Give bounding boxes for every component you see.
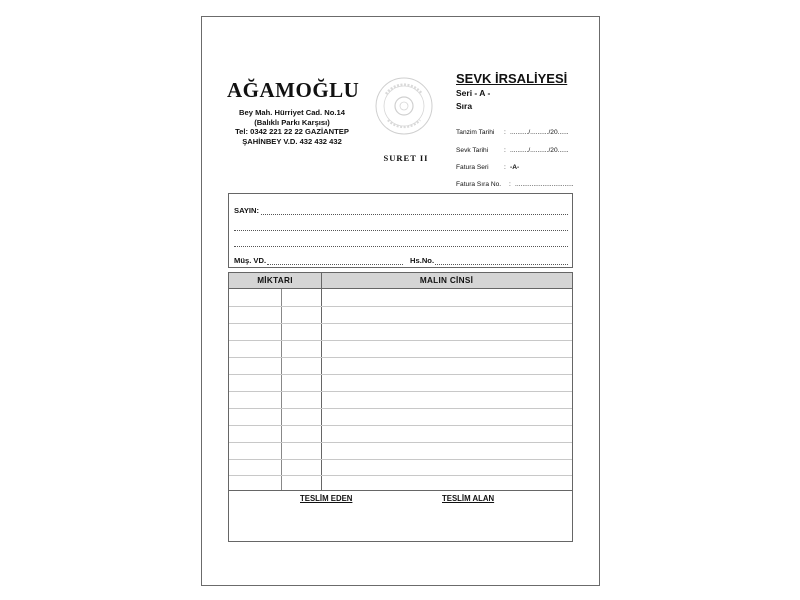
column-header-goods: MALIN CİNSİ: [419, 276, 474, 285]
meta-colon: :: [509, 181, 511, 188]
sequence-line: Sıra: [456, 101, 473, 111]
column-header-quantity: MİKTARI: [257, 276, 293, 285]
goods-table: [228, 272, 573, 542]
address-line: Bey Mah. Hürriyet Cad. No.14: [239, 108, 345, 117]
official-seal-icon: [374, 76, 434, 136]
meta-label: Tanzim Tarihi: [456, 129, 495, 136]
address-line: (Balıklı Parkı Karşısı): [254, 117, 330, 127]
meta-row-invoice-number: [456, 181, 574, 188]
copy-label: SURET II: [383, 153, 429, 163]
table-row[interactable]: [229, 425, 572, 426]
customer-address-line[interactable]: [234, 230, 568, 231]
account-no-line[interactable]: [435, 264, 568, 265]
meta-row-issue-date: [456, 129, 569, 136]
account-no-label: Hs.No.: [410, 256, 435, 265]
meta-value: -A-: [510, 164, 520, 171]
tax-office-line[interactable]: [267, 264, 403, 265]
customer-name-line[interactable]: [261, 214, 568, 215]
meta-row-ship-date: [456, 147, 569, 154]
table-row[interactable]: [229, 459, 572, 460]
company-address: [222, 108, 362, 146]
serial-line: Seri - A -: [456, 88, 491, 98]
meta-row-invoice-serial: [456, 164, 519, 171]
delivered-by-label: TESLİM EDEN: [300, 494, 353, 503]
table-row[interactable]: [229, 475, 572, 476]
meta-value: ........../........../20......: [510, 147, 569, 154]
meta-value: ........../........../20......: [510, 129, 569, 136]
meta-value: ................................: [515, 181, 574, 188]
meta-label: Fatura Sıra No.: [456, 181, 502, 188]
document-title: SEVK İRSALİYESİ: [456, 71, 568, 86]
table-row[interactable]: [229, 408, 572, 409]
received-by-label: TESLİM ALAN: [442, 494, 495, 503]
table-row[interactable]: [229, 391, 572, 392]
address-line: ŞAHİNBEY V.D. 432 432 432: [242, 136, 342, 146]
tax-office-label: Müş. VD.: [234, 256, 267, 265]
sayin-label: SAYIN:: [234, 206, 260, 215]
table-row[interactable]: [229, 306, 572, 307]
meta-colon: :: [504, 129, 506, 136]
meta-label: Fatura Seri: [456, 164, 489, 171]
meta-label: Sevk Tarihi: [456, 147, 489, 154]
meta-colon: :: [504, 164, 506, 171]
company-name: AĞAMOĞLU: [227, 78, 360, 102]
table-row[interactable]: [229, 442, 572, 443]
customer-address-line[interactable]: [234, 246, 568, 247]
meta-colon: :: [504, 147, 506, 154]
table-row[interactable]: [229, 357, 572, 358]
customer-box: [228, 193, 573, 268]
table-row[interactable]: [229, 374, 572, 375]
table-header: [229, 273, 572, 289]
signature-separator: [229, 490, 572, 491]
address-line: Tel: 0342 221 22 22 GAZİANTEP: [235, 127, 349, 137]
table-row[interactable]: [229, 340, 572, 341]
table-row[interactable]: [229, 323, 572, 324]
